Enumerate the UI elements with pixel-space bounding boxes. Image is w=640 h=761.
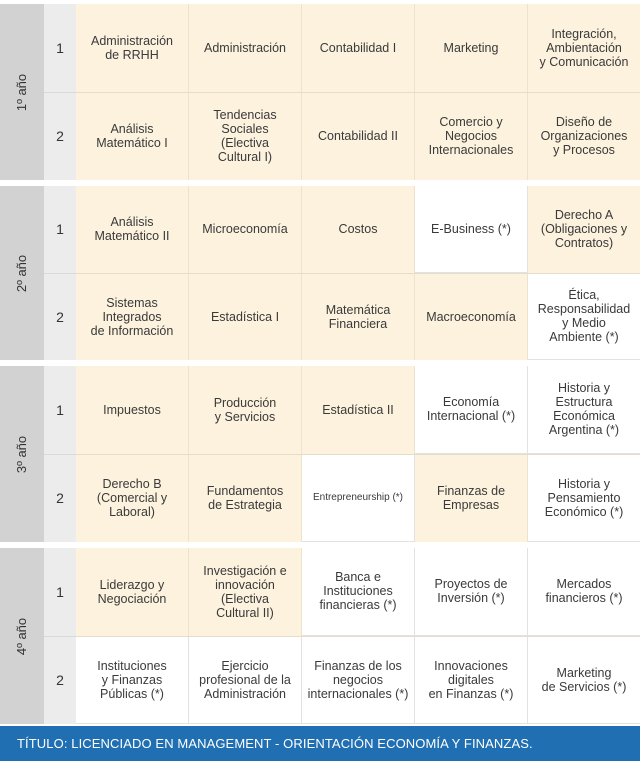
subject-cell: Administración: [189, 4, 302, 92]
subject-cell: Instituciones y Finanzas Públicas (*): [76, 637, 189, 725]
year-label-text: 2º año: [14, 254, 30, 292]
subject-cell: Historia y Pensamiento Económico (*): [528, 455, 640, 543]
year-block: [0, 4, 640, 180]
subject-cell: Entrepreneurship (*): [302, 455, 415, 543]
semester-column: [44, 186, 76, 360]
subject-cell: Estadística II: [302, 366, 415, 454]
subject-cell: Microeconomía: [189, 186, 302, 273]
semester-rows: [76, 186, 640, 360]
semester-rows: [76, 4, 640, 180]
semester-row: [76, 455, 640, 543]
degree-title-banner: [0, 726, 640, 761]
subject-cell: Historia y Estructura Económica Argentina (*): [528, 366, 640, 454]
year-label: [0, 186, 44, 360]
subject-cell: Integración, Ambientación y Comunicación: [528, 4, 640, 92]
subject-cell: Administración de RRHH: [76, 4, 189, 92]
subject-cell: Derecho A (Obligaciones y Contratos): [528, 186, 640, 273]
semester-column: [44, 366, 76, 542]
subject-cell: Contabilidad I: [302, 4, 415, 92]
subject-cell: Diseño de Organizaciones y Procesos: [528, 93, 640, 181]
subject-cell: Liderazgo y Negociación: [76, 548, 189, 636]
subject-cell: Finanzas de los negocios internacionales (*): [302, 637, 415, 725]
semester-column: [44, 548, 76, 724]
subject-cell: Contabilidad II: [302, 93, 415, 181]
subject-cell: Ética, Responsabilidad y Medio Ambiente (*): [528, 274, 640, 361]
degree-title-text: TÍTULO: LICENCIADO EN MANAGEMENT - ORIENTACIÓN ECONOMÍA Y FINANZAS.: [17, 736, 533, 751]
year-label: [0, 548, 44, 724]
semester-row: [76, 366, 640, 455]
year-label: [0, 366, 44, 542]
semester-row: [76, 637, 640, 725]
year-block: [0, 548, 640, 724]
semester-row: [76, 186, 640, 274]
subject-cell: Marketing de Servicios (*): [528, 637, 640, 725]
semester-number: 2: [56, 672, 64, 689]
subject-cell: Mercados financieros (*): [528, 548, 640, 636]
semester-row: [76, 93, 640, 181]
year-label: [0, 4, 44, 180]
subject-cell: Ejercicio profesional de la Administración: [189, 637, 302, 725]
subject-cell: Innovaciones digitales en Finanzas (*): [415, 637, 528, 725]
year-label-text: 4º año: [14, 617, 30, 655]
semester-number: 1: [44, 366, 76, 455]
semester-row: [76, 274, 640, 361]
semester-number: 2: [56, 308, 64, 325]
semester-number: 2: [56, 128, 64, 145]
subject-cell: Estadística I: [189, 274, 302, 361]
subject-cell: Investigación e innovación (Electiva Cultural II): [189, 548, 302, 636]
year-block: [0, 186, 640, 360]
year-block: [0, 366, 640, 542]
semester-column: [44, 4, 76, 180]
subject-cell: Análisis Matemático I: [76, 93, 189, 181]
subject-cell: Marketing: [415, 4, 528, 92]
subject-cell: Comercio y Negocios Internacionales: [415, 93, 528, 181]
subject-cell: Impuestos: [76, 366, 189, 454]
year-label-text: 1º año: [14, 73, 30, 111]
subject-cell: Economía Internacional (*): [415, 366, 528, 454]
subject-cell: Tendencias Sociales (Electiva Cultural I): [189, 93, 302, 181]
semester-row: [76, 548, 640, 637]
semester-rows: [76, 366, 640, 542]
subject-cell: Fundamentos de Estrategia: [189, 455, 302, 543]
subject-cell: Matemática Financiera: [302, 274, 415, 361]
subject-cell: Análisis Matemático II: [76, 186, 189, 273]
subject-cell: Producción y Servicios: [189, 366, 302, 454]
subject-cell: Proyectos de Inversión (*): [415, 548, 528, 636]
semester-number: 1: [44, 186, 76, 274]
semester-number: 1: [44, 4, 76, 93]
subject-cell: Macroeconomía: [415, 274, 528, 361]
semester-rows: [76, 548, 640, 724]
subject-cell: E-Business (*): [415, 186, 528, 273]
subject-cell: Banca e Instituciones financieras (*): [302, 548, 415, 636]
subject-cell: Derecho B (Comercial y Laboral): [76, 455, 189, 543]
semester-number: 2: [56, 490, 64, 507]
semester-number: 1: [44, 548, 76, 637]
subject-cell: Finanzas de Empresas: [415, 455, 528, 543]
semester-row: [76, 4, 640, 93]
subject-cell: Costos: [302, 186, 415, 273]
subject-cell: Sistemas Integrados de Información: [76, 274, 189, 361]
year-label-text: 3º año: [14, 435, 30, 473]
